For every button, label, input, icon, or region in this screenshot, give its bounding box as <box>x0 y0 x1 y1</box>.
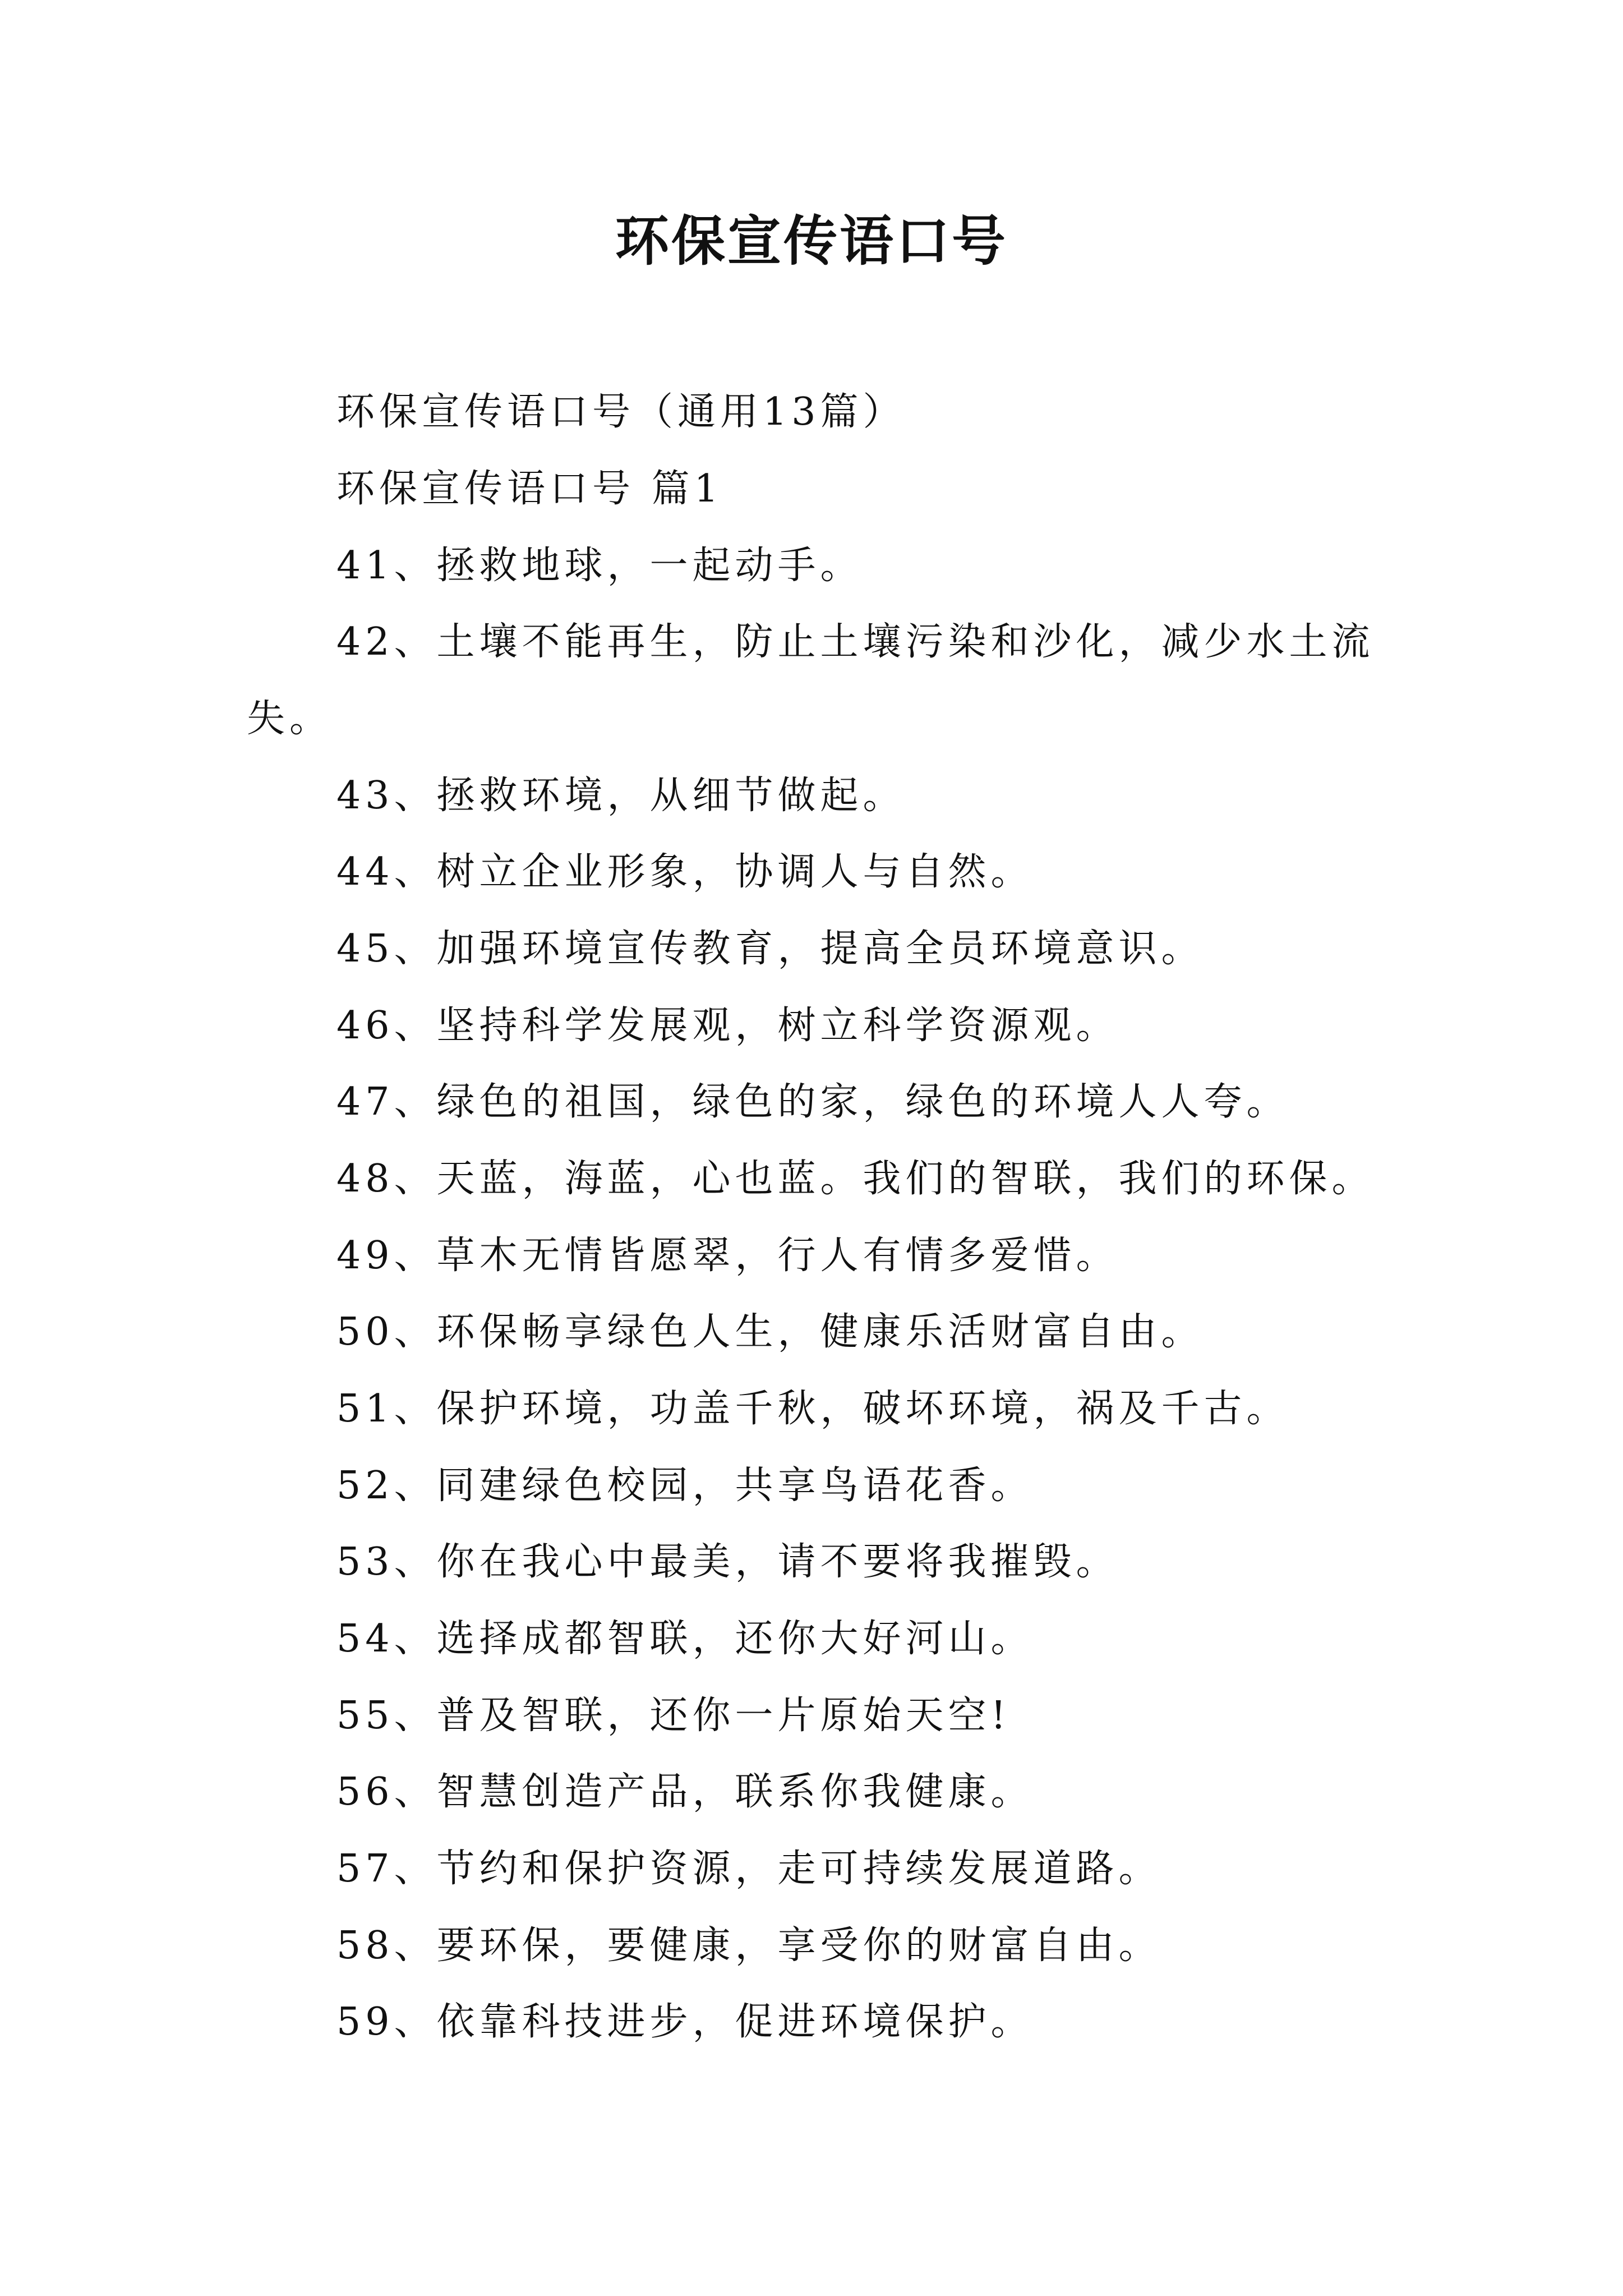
document-subtitle: 环保宣传语口号（通用13篇） <box>336 390 906 434</box>
section-heading: 环保宣传语口号 篇1 <box>336 467 723 511</box>
slogan-item: 56、智慧创造产品，联系你我健康。 <box>336 1770 1034 1814</box>
slogan-item-continuation: 失。 <box>247 697 333 741</box>
slogan-item: 49、草木无情皆愿翠，行人有情多爱惜。 <box>336 1234 1119 1278</box>
slogan-item: 58、要环保，要健康，享受你的财富自由。 <box>336 1924 1161 1968</box>
slogan-item: 54、选择成都智联，还你大好河山。 <box>336 1617 1034 1661</box>
slogan-item: 50、环保畅享绿色人生，健康乐活财富自由。 <box>336 1310 1204 1354</box>
slogan-item: 53、你在我心中最美，请不要将我摧毁。 <box>336 1540 1119 1584</box>
slogan-item: 55、普及智联，还你一片原始天空! <box>336 1694 1011 1738</box>
slogan-item: 42、土壤不能再生，防止土壤污染和沙化，减少水土流 <box>336 620 1375 664</box>
slogan-item: 48、天蓝，海蓝，心也蓝。我们的智联，我们的环保。 <box>336 1157 1375 1201</box>
document-title: 环保宣传语口号 <box>615 209 1008 273</box>
slogan-item: 46、坚持科学发展观，树立科学资源观。 <box>336 1004 1119 1048</box>
slogan-item: 52、同建绿色校园，共享鸟语花香。 <box>336 1464 1034 1508</box>
slogan-item: 59、依靠科技进步，促进环境保护。 <box>336 2000 1034 2044</box>
slogan-item: 47、绿色的祖国，绿色的家，绿色的环境人人夸。 <box>336 1080 1289 1124</box>
slogan-item: 41、拯救地球，一起动手。 <box>336 544 863 588</box>
slogan-item: 51、保护环境，功盖千秋，破坏环境，祸及千古。 <box>336 1387 1289 1431</box>
slogan-item: 57、节约和保护资源，走可持续发展道路。 <box>336 1847 1161 1891</box>
slogan-item: 43、拯救环境，从细节做起。 <box>336 774 906 818</box>
slogan-item: 45、加强环境宣传教育，提高全员环境意识。 <box>336 927 1204 971</box>
slogan-item: 44、树立企业形象，协调人与自然。 <box>336 850 1034 894</box>
